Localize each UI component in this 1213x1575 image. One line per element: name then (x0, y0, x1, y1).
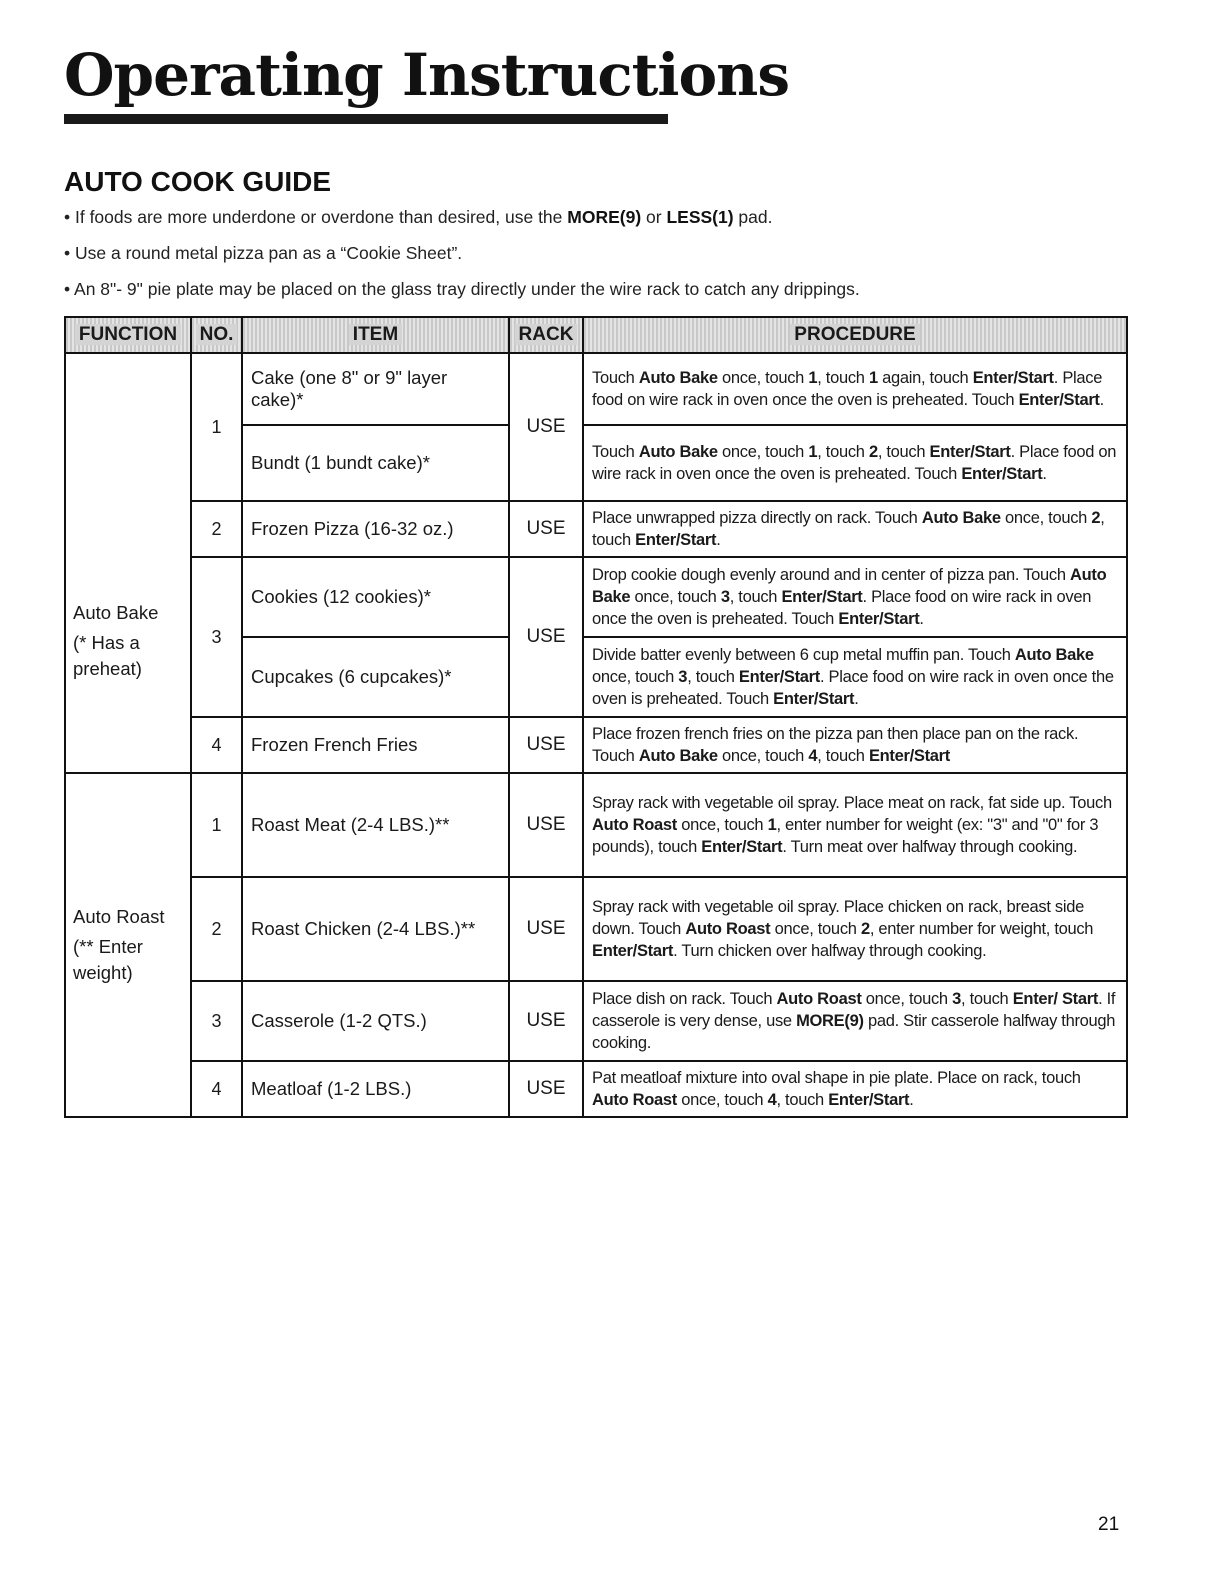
page-number: 21 (1098, 1514, 1120, 1535)
title-underline (64, 114, 668, 124)
item-number: 2 (191, 877, 242, 981)
note-item: • An 8"- 9" pie plate may be placed on the glass tray directly under the wire rack to catch any drippings. (64, 279, 860, 299)
function-auto-bake: Auto Bake (* Has a preheat) (65, 353, 191, 773)
item-name: Frozen Pizza (16-32 oz.) (242, 501, 509, 557)
item-number: 1 (191, 353, 242, 501)
item-number: 4 (191, 1061, 242, 1117)
table-header-row (65, 317, 1127, 353)
page-title: Operating Instructions (64, 41, 789, 109)
procedure-text: Touch Auto Bake once, touch 1, touch 1 again, touch Enter/Start. Place food on wire rack in oven once the oven is preheated. Touch Enter/Start. (583, 353, 1127, 425)
rack-use: USE (509, 773, 583, 877)
table-row (65, 877, 1127, 981)
item-number: 4 (191, 717, 242, 773)
rack-use: USE (509, 557, 583, 717)
item-name: Roast Chicken (2-4 LBS.)** (242, 877, 509, 981)
table-row (65, 501, 1127, 557)
procedure-text: Drop cookie dough evenly around and in center of pizza pan. Touch Auto Bake once, touch 3, touch Enter/Start. Place food on wire rack in oven once the oven is preheated. Touch Enter/Start. (583, 557, 1127, 637)
item-name: Frozen French Fries (242, 717, 509, 773)
item-name: Meatloaf (1-2 LBS.) (242, 1061, 509, 1117)
item-name: Cupcakes (6 cupcakes)* (242, 637, 509, 717)
function-auto-roast: Auto Roast (** Enter weight) (65, 773, 191, 1117)
item-name: Roast Meat (2-4 LBS.)** (242, 773, 509, 877)
rack-use: USE (509, 981, 583, 1061)
notes-list (64, 206, 860, 314)
rack-use: USE (509, 1061, 583, 1117)
header-procedure: PROCEDURE (583, 317, 1127, 353)
item-number: 1 (191, 773, 242, 877)
procedure-text: Place frozen french fries on the pizza pan then place pan on the rack. Touch Auto Bake once, touch 4, touch Enter/Start (583, 717, 1127, 773)
auto-cook-table (64, 316, 1128, 1118)
table-row (65, 557, 1127, 637)
procedure-text: Place dish on rack. Touch Auto Roast once, touch 3, touch Enter/ Start. If casserole is very dense, use MORE(9) pad. Stir casserole halfway through cooking. (583, 981, 1127, 1061)
procedure-text: Spray rack with vegetable oil spray. Place chicken on rack, breast side down. Touch Auto Roast once, touch 2, enter number for weight, touch Enter/Start. Turn chicken over halfway through cooking. (583, 877, 1127, 981)
item-name: Cake (one 8" or 9" layer cake)* (242, 353, 509, 425)
rack-use: USE (509, 353, 583, 501)
item-number: 3 (191, 557, 242, 717)
procedure-text: Spray rack with vegetable oil spray. Place meat on rack, fat side up. Touch Auto Roast once, touch 1, enter number for weight (ex: "3" and "0" for 3 pounds), touch Enter/Start. Turn meat over halfway through cooking. (583, 773, 1127, 877)
item-number: 3 (191, 981, 242, 1061)
header-item: ITEM (242, 317, 509, 353)
table-row (65, 353, 1127, 425)
procedure-text: Divide batter evenly between 6 cup metal muffin pan. Touch Auto Bake once, touch 3, touch Enter/Start. Place food on wire rack in oven once the oven is preheated. Touch Enter/Start. (583, 637, 1127, 717)
note-item: • If foods are more underdone or overdone than desired, use the MORE(9) or LESS(1) pad. (64, 207, 773, 227)
header-no: NO. (191, 317, 242, 353)
table-row (65, 773, 1127, 877)
rack-use: USE (509, 877, 583, 981)
procedure-text: Pat meatloaf mixture into oval shape in pie plate. Place on rack, touch Auto Roast once, touch 4, touch Enter/Start. (583, 1061, 1127, 1117)
item-name: Cookies (12 cookies)* (242, 557, 509, 637)
item-number: 2 (191, 501, 242, 557)
table-row (65, 717, 1127, 773)
procedure-text: Touch Auto Bake once, touch 1, touch 2, touch Enter/Start. Place food on wire rack in oven once the oven is preheated. Touch Enter/Start. (583, 425, 1127, 501)
table-row (65, 981, 1127, 1061)
note-item: • Use a round metal pizza pan as a “Cookie Sheet”. (64, 243, 463, 263)
section-heading: AUTO COOK GUIDE (64, 166, 332, 197)
item-name: Casserole (1-2 QTS.) (242, 981, 509, 1061)
item-name: Bundt (1 bundt cake)* (242, 425, 509, 501)
rack-use: USE (509, 501, 583, 557)
table-row (65, 1061, 1127, 1117)
procedure-text: Place unwrapped pizza directly on rack. Touch Auto Bake once, touch 2, touch Enter/Start. (583, 501, 1127, 557)
rack-use: USE (509, 717, 583, 773)
header-rack: RACK (509, 317, 583, 353)
header-function: FUNCTION (65, 317, 191, 353)
